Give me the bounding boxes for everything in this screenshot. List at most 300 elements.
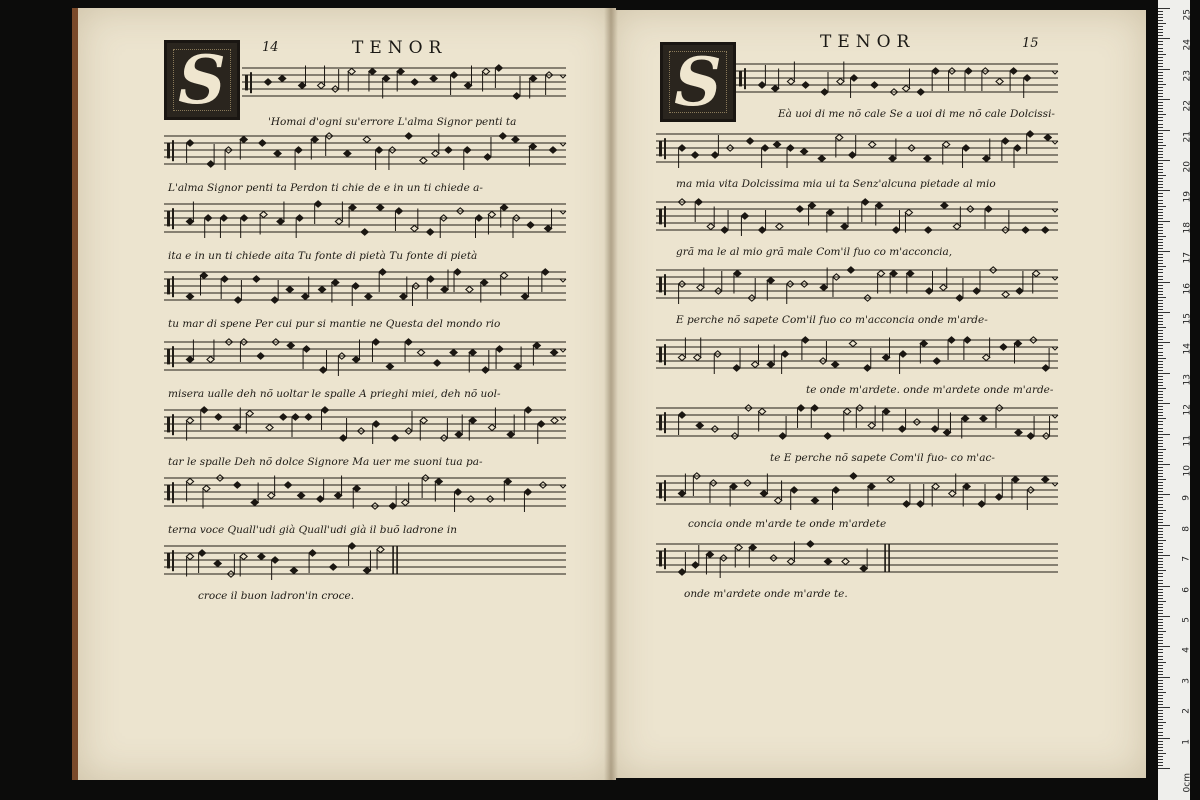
ruler-tick <box>1158 233 1163 234</box>
ruler-number: 4 <box>1182 647 1192 654</box>
ruler-tick <box>1158 245 1163 246</box>
note-head <box>889 155 896 161</box>
clef-mark <box>167 417 170 432</box>
ruler-tick <box>1158 345 1163 346</box>
note-head <box>983 354 990 360</box>
ruler-tick <box>1158 285 1163 286</box>
ruler-tick <box>1158 613 1163 614</box>
note-head <box>983 155 990 161</box>
ruler-tick <box>1158 330 1163 331</box>
ruler-tick <box>1158 90 1163 91</box>
note-head <box>1022 227 1029 233</box>
ruler-tick <box>1158 604 1163 605</box>
book-gutter <box>604 8 618 780</box>
clef-mark <box>172 208 174 229</box>
note-head <box>837 78 844 84</box>
ruler-tick <box>1158 364 1163 365</box>
ruler-tick <box>1158 160 1170 161</box>
note-head <box>1042 476 1049 482</box>
ruler-tick <box>1158 640 1163 641</box>
right-decorated-initial <box>660 42 736 122</box>
ruler-tick <box>1158 668 1163 669</box>
clef-mark <box>659 277 662 292</box>
note-head <box>268 492 275 498</box>
note-head <box>551 349 558 355</box>
ruler-tick <box>1158 242 1163 243</box>
ruler-tick <box>1158 26 1163 27</box>
note-head <box>995 494 1002 500</box>
note-head <box>953 223 960 229</box>
ruler-tick <box>1158 619 1163 620</box>
note-head <box>507 431 514 437</box>
note-head <box>318 286 325 292</box>
ruler-tick <box>1158 570 1166 571</box>
ruler-tick <box>1158 735 1163 736</box>
left-header-title: TENOR <box>352 38 448 58</box>
note-head <box>1027 433 1034 439</box>
note-head <box>295 147 302 153</box>
ruler-tick <box>1158 276 1163 277</box>
note-head <box>514 363 521 369</box>
ruler-tick <box>1158 379 1163 380</box>
note-head <box>253 276 260 282</box>
ruler-tick <box>1158 60 1163 61</box>
ruler-number: 16 <box>1182 282 1192 295</box>
ruler-tick <box>1158 732 1163 733</box>
note-head <box>513 93 520 99</box>
note-head <box>964 337 971 343</box>
note-head <box>827 209 834 215</box>
note-head <box>369 68 376 74</box>
note-head <box>348 68 355 74</box>
left-lyric-5: misera ualle deh nõ uoltar le spalle A prieghi miei, deh nõ uol- <box>168 388 501 400</box>
right-lyric-5: te onde m'ardete. onde m'ardete onde m'arde- <box>806 384 1054 396</box>
note-head <box>807 541 814 547</box>
ruler-tick <box>1158 494 1170 495</box>
ruler-tick <box>1158 741 1163 742</box>
note-head <box>1014 340 1021 346</box>
ruler-tick <box>1158 680 1163 681</box>
clef-mark <box>659 347 662 362</box>
ruler-tick <box>1158 11 1163 12</box>
right-lyric-1: Eà uoi di me nõ cale Se a uoi di me nõ cale Dolcissi- <box>778 108 1055 120</box>
note-head <box>420 417 427 423</box>
note-head <box>186 293 193 299</box>
note-head <box>240 136 247 142</box>
ruler-tick <box>1158 713 1163 714</box>
note-head <box>450 72 457 78</box>
right-lyric-7: concia onde m'arde te onde m'ardete <box>688 518 887 530</box>
ruler-number: 20 <box>1182 161 1192 173</box>
ruler-tick <box>1158 701 1163 702</box>
note-head <box>296 215 303 221</box>
ruler-tick <box>1158 309 1163 310</box>
note-head <box>299 82 306 88</box>
note-head <box>1033 270 1040 276</box>
note-head <box>760 490 767 496</box>
note-head <box>475 215 482 221</box>
note-head <box>377 546 384 552</box>
ruler-unit-label: 0cm <box>1182 773 1192 793</box>
left-lyric-1: 'Homai d'ogni su'errore L'alma Signor penti ta <box>268 116 517 128</box>
ruler-tick <box>1158 394 1163 395</box>
note-head <box>862 199 869 205</box>
ruler-tick <box>1158 768 1170 769</box>
ruler-tick <box>1158 120 1163 121</box>
note-head <box>734 270 741 276</box>
ruler-tick <box>1158 376 1163 377</box>
ruler-tick <box>1158 744 1163 745</box>
note-head <box>836 134 843 140</box>
ruler-tick <box>1158 157 1163 158</box>
ruler-number: 5 <box>1182 617 1192 623</box>
ruler-tick <box>1158 652 1163 653</box>
note-head <box>445 147 452 153</box>
ruler-tick <box>1158 513 1163 514</box>
ruler-tick <box>1158 127 1163 128</box>
ruler-tick <box>1158 461 1163 462</box>
note-head <box>818 155 825 161</box>
ruler-tick <box>1158 443 1163 444</box>
note-head <box>973 288 980 294</box>
note-head <box>956 295 963 301</box>
ruler-tick <box>1158 348 1163 349</box>
note-head <box>382 75 389 81</box>
note-head <box>697 284 704 290</box>
ruler-number: 17 <box>1182 252 1192 264</box>
right-lyric-6: te E perche nõ sapete Com'il fuo- co m'ac- <box>770 452 995 464</box>
note-head <box>943 429 950 435</box>
ruler-tick <box>1158 151 1163 152</box>
note-head <box>691 152 698 158</box>
note-head <box>877 270 884 276</box>
note-head <box>776 223 783 229</box>
note-head <box>761 145 768 151</box>
ruler-tick <box>1158 707 1170 708</box>
ruler-tick <box>1158 628 1163 629</box>
ruler-tick <box>1158 130 1170 131</box>
left-lyric-4: tu mar di spene Per cui pur si mantie ne Questa del mondo rio <box>168 318 501 330</box>
note-head <box>963 483 970 489</box>
note-head <box>402 499 409 505</box>
ruler-tick <box>1158 573 1163 574</box>
ruler-number: 25 <box>1182 9 1192 21</box>
ruler-tick <box>1158 342 1170 343</box>
ruler-tick <box>1158 96 1163 97</box>
note-head <box>551 417 558 423</box>
ruler-tick <box>1158 291 1163 292</box>
ruler-tick <box>1158 504 1163 505</box>
ruler-tick <box>1158 522 1163 523</box>
note-head <box>258 553 265 559</box>
note-head <box>266 424 273 430</box>
note-head <box>481 279 488 285</box>
note-head <box>925 288 932 294</box>
note-head <box>405 339 412 345</box>
note-head <box>678 412 685 418</box>
note-head <box>796 206 803 212</box>
ruler-tick <box>1158 51 1163 52</box>
ruler-tick <box>1158 516 1163 517</box>
ruler-number: 22 <box>1182 100 1192 112</box>
note-head <box>309 550 316 556</box>
note-head <box>495 65 502 71</box>
clef-mark <box>172 482 174 503</box>
ruler-tick <box>1158 747 1163 748</box>
note-head <box>949 490 956 496</box>
ruler-tick <box>1158 193 1163 194</box>
ruler-tick <box>1158 175 1166 176</box>
ruler-tick <box>1158 409 1163 410</box>
ruler-tick <box>1158 595 1163 596</box>
ruler-tick <box>1158 722 1166 723</box>
ruler-tick <box>1158 294 1163 295</box>
ruler-tick <box>1158 598 1163 599</box>
clef-mark <box>250 72 252 93</box>
ruler-tick <box>1158 750 1163 751</box>
ruler-tick <box>1158 695 1163 696</box>
ruler-tick <box>1158 531 1163 532</box>
note-head <box>260 211 267 217</box>
note-head <box>286 286 293 292</box>
right-staff-4 <box>656 264 1058 306</box>
ruler-tick <box>1158 725 1163 726</box>
note-head <box>525 407 532 413</box>
note-head <box>450 349 457 355</box>
ruler-tick <box>1158 14 1163 15</box>
note-head <box>271 297 278 303</box>
ruler-tick <box>1158 248 1163 249</box>
right-staff-8 <box>656 538 1058 580</box>
ruler-tick <box>1158 339 1163 340</box>
ruler-tick <box>1158 212 1163 213</box>
ruler-number: 23 <box>1182 69 1192 82</box>
note-head <box>695 199 702 205</box>
note-head <box>941 202 948 208</box>
ruler-tick <box>1158 38 1170 39</box>
note-head <box>205 215 212 221</box>
ruler-tick <box>1158 482 1163 483</box>
note-head <box>186 218 193 224</box>
note-head <box>775 497 782 503</box>
note-head <box>186 356 193 362</box>
note-head <box>302 293 309 299</box>
ruler-tick <box>1158 391 1163 392</box>
ruler-tick <box>1158 300 1163 301</box>
note-head <box>361 229 368 235</box>
left-staff-1 <box>242 62 566 104</box>
right-staff-7 <box>656 470 1058 512</box>
note-head <box>678 354 685 360</box>
ruler-tick <box>1158 488 1163 489</box>
note-head <box>221 276 228 282</box>
note-head <box>482 68 489 74</box>
note-head <box>902 85 909 91</box>
note-head <box>824 433 831 439</box>
note-head <box>454 269 461 275</box>
note-head <box>1012 476 1019 482</box>
note-head <box>850 473 857 479</box>
note-head <box>707 223 714 229</box>
ruler-tick <box>1158 63 1163 64</box>
ruler-tick <box>1158 704 1163 705</box>
ruler-tick <box>1158 108 1163 109</box>
ruler-number: 2 <box>1182 708 1192 714</box>
clef-mark <box>664 206 666 227</box>
note-head <box>395 208 402 214</box>
ruler-number: 24 <box>1182 39 1192 51</box>
note-head <box>931 426 938 432</box>
note-head <box>758 82 765 88</box>
ruler-tick <box>1158 227 1163 228</box>
note-head <box>352 356 359 362</box>
ruler-tick <box>1158 610 1163 611</box>
ruler-tick <box>1158 656 1163 657</box>
note-head <box>802 337 809 343</box>
note-head <box>391 435 398 441</box>
ruler-tick <box>1158 385 1163 386</box>
note-head <box>711 152 718 158</box>
ruler-tick <box>1158 637 1163 638</box>
clef-mark <box>167 143 170 158</box>
ruler-tick <box>1158 139 1163 140</box>
ruler-tick <box>1158 254 1163 255</box>
ruler-tick <box>1158 111 1163 112</box>
note-head <box>802 82 809 88</box>
note-head <box>417 349 424 355</box>
note-head <box>400 293 407 299</box>
note-head <box>847 267 854 273</box>
ruler-number: 13 <box>1182 373 1192 386</box>
ruler-tick <box>1158 312 1170 313</box>
note-head <box>791 487 798 493</box>
note-head <box>198 550 205 556</box>
note-head <box>741 213 748 219</box>
ruler-tick <box>1158 72 1163 73</box>
ruler-number: 1 <box>1182 738 1192 745</box>
note-head <box>871 82 878 88</box>
ruler-tick <box>1158 215 1163 216</box>
ruler-tick <box>1158 324 1163 325</box>
ruler-tick <box>1158 114 1166 115</box>
ruler-tick <box>1158 75 1163 76</box>
note-head <box>280 414 287 420</box>
clef-mark <box>659 483 662 498</box>
note-head <box>940 284 947 290</box>
ruler-tick <box>1158 500 1163 501</box>
ruler-tick <box>1158 497 1163 498</box>
note-head <box>501 204 508 210</box>
note-head <box>779 433 786 439</box>
note-head <box>287 342 294 348</box>
note-head <box>787 558 794 564</box>
note-head <box>257 353 264 359</box>
note-head <box>292 414 299 420</box>
ruler-tick <box>1158 643 1163 644</box>
ruler-tick <box>1158 753 1166 754</box>
ruler-tick <box>1158 671 1163 672</box>
ruler-tick <box>1158 677 1170 678</box>
ruler-tick <box>1158 622 1163 623</box>
clef-mark <box>659 209 662 224</box>
right-header-title: TENOR <box>820 32 916 52</box>
note-head <box>746 138 753 144</box>
note-head <box>917 89 924 95</box>
right-staff-5 <box>656 334 1058 376</box>
ruler-tick <box>1158 136 1163 137</box>
ruler-tick <box>1158 251 1170 252</box>
note-head <box>533 342 540 348</box>
note-head <box>932 483 939 489</box>
ruler-tick <box>1158 361 1163 362</box>
note-head <box>200 272 207 278</box>
ruler-tick <box>1158 367 1163 368</box>
clef-mark <box>167 211 170 226</box>
note-head <box>372 339 379 345</box>
note-head <box>469 349 476 355</box>
note-head <box>887 476 894 482</box>
ruler-tick <box>1158 370 1163 371</box>
note-head <box>1042 365 1049 371</box>
left-staff-8 <box>164 540 566 582</box>
note-head <box>529 143 536 149</box>
note-head <box>948 337 955 343</box>
ruler-tick <box>1158 163 1163 164</box>
ruler-tick <box>1158 99 1170 100</box>
note-head <box>864 365 871 371</box>
note-head <box>305 414 312 420</box>
clef-mark <box>167 553 170 568</box>
ruler-tick <box>1158 437 1163 438</box>
ruler-tick <box>1158 69 1170 70</box>
note-head <box>201 407 208 413</box>
ruler-tick <box>1158 172 1163 173</box>
ruler-tick <box>1158 209 1163 210</box>
note-head <box>545 225 552 231</box>
ruler-tick <box>1158 184 1163 185</box>
ruler-tick <box>1158 388 1166 389</box>
note-head <box>335 492 342 498</box>
left-staff-5 <box>164 336 566 378</box>
note-head <box>207 356 214 362</box>
ruler-number: 9 <box>1182 495 1192 502</box>
clef-mark <box>659 415 662 430</box>
ruler-tick <box>1158 580 1163 581</box>
note-head <box>259 140 266 146</box>
note-head <box>860 565 867 571</box>
ruler-tick <box>1158 479 1166 480</box>
note-head <box>215 414 222 420</box>
clef-mark <box>744 68 746 89</box>
ruler-tick <box>1158 534 1163 535</box>
note-head <box>246 410 253 416</box>
note-head <box>499 133 506 139</box>
note-head <box>1044 134 1051 140</box>
note-head <box>1016 288 1023 294</box>
note-head <box>1002 138 1009 144</box>
note-head <box>1015 429 1022 435</box>
note-head <box>411 225 418 231</box>
ruler-tick <box>1158 589 1163 590</box>
ruler-tick <box>1158 41 1163 42</box>
ruler-tick <box>1158 683 1163 684</box>
note-head <box>344 150 351 156</box>
note-head <box>311 136 318 142</box>
ruler-tick <box>1158 373 1170 374</box>
ruler-tick <box>1158 567 1163 568</box>
ruler-tick <box>1158 762 1163 763</box>
left-staff-4 <box>164 266 566 308</box>
